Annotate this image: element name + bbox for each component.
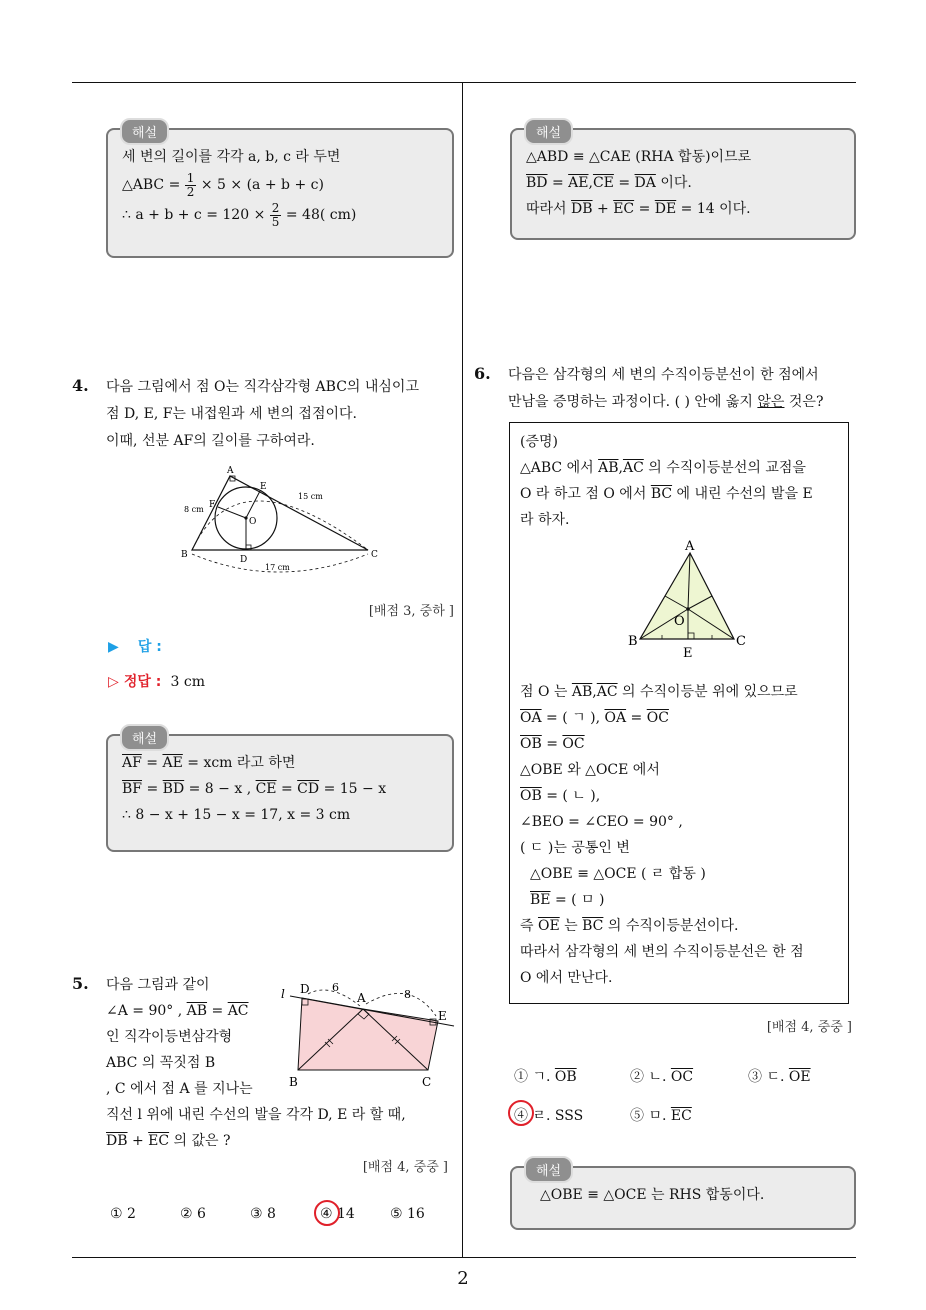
option-5[interactable]: ⑤ 16 [390, 1206, 425, 1222]
fraction: $\frac{2}{5}$ [271, 200, 280, 229]
score-label: [배점 4, 중중 ] [766, 1020, 852, 1035]
selected-answer-ring [314, 1200, 340, 1226]
score-label: [배점 4, 중중 ] [362, 1160, 448, 1175]
correct-answer-value: 3 cm [170, 674, 205, 690]
fraction: $\frac{1}{2}$ [186, 170, 195, 199]
exp-line: $\overline{BD} = \overline{AE},\overline{CE} = \overline{DA}$ 이다. [526, 175, 692, 191]
proof-line: O 라 하고 점 O 에서 $\overline{BC}$ 에 내린 수선의 발을 E [520, 486, 813, 502]
proof-line: 라 하자. [520, 512, 570, 528]
fig-label: C [736, 634, 746, 649]
fig-label: B [628, 634, 638, 649]
question-text: 점 D, E, F는 내접원과 세 변의 접점이다. [106, 406, 357, 422]
fig-label: B [289, 1075, 298, 1089]
exp-line: $\overline{AF} = \overline{AE}$ = xcm 라고 하면 [122, 755, 296, 771]
fig-label: O [249, 517, 257, 527]
fig-label: l [281, 987, 285, 1001]
proof-line: 즉 $\overline{OE}$ 는 $\overline{BC}$ 의 수직이등분선이다. [520, 918, 739, 934]
proof-line: $\overline{OB} = \overline{OC}$ [520, 736, 585, 752]
explanation-box-4 [510, 1166, 856, 1230]
fig-label: A [357, 991, 366, 1005]
option-4[interactable]: ④ ㄹ. SSS [514, 1108, 584, 1124]
question-text: 다음 그림에서 점 O는 직각삼각형 ABC의 내심이고 [106, 379, 419, 395]
question-text: 만남을 증명하는 과정이다. ( ) 안에 옳지 않은 것은? [508, 394, 824, 410]
fig-label: E [683, 646, 693, 661]
proof-line: (증명) [520, 434, 558, 450]
proof-line: △OBE ≡ △OCE ( ㄹ 합동 ) [530, 866, 706, 882]
explanation-tag: 해설 [120, 118, 169, 145]
exp-line: 따라서 $\overline{DB} + \overline{EC} = \overline{DE} = 14$ 이다. [526, 201, 751, 217]
exp-line: △ABD ≡ △CAE (RHA 합동)이므로 [526, 149, 752, 165]
figure-isosceles-right [280, 978, 458, 1092]
fig-label: C [422, 1075, 432, 1089]
fig-label: D [240, 555, 248, 565]
proof-line: 따라서 삼각형의 세 변의 수직이등분선은 한 점 [520, 944, 804, 960]
question-number: 5. [72, 974, 89, 993]
correct-answer-row [108, 671, 205, 691]
fig-label: 15 cm [298, 492, 323, 501]
proof-line: $\overline{OB}$ = ( ㄴ ), [520, 788, 601, 804]
fig-label: O [674, 614, 685, 629]
proof-line: $\overline{BE}$ = ( ㅁ ) [530, 892, 605, 908]
fig-label: F [209, 500, 216, 510]
answer-arrow-icon: ▶ [108, 639, 119, 655]
question-text: ABC 의 꼭짓점 B [106, 1055, 216, 1071]
exp-line: 세 변의 길이를 각각 a, b, c 라 두면 [122, 149, 341, 165]
figure-circumcenter [614, 539, 754, 661]
question-text: 다음은 삼각형의 세 변의 수직이등분선이 한 점에서 [508, 367, 819, 383]
answer-row [108, 636, 162, 656]
explanation-box-3 [510, 128, 856, 240]
question-text: 인 직각이등변삼각형 [106, 1029, 233, 1045]
fig-label: A [227, 466, 234, 476]
question-text: 이때, 선분 AF의 길이를 구하여라. [106, 433, 315, 449]
exp-line: ∴ a + b + c = 120 × $\frac{2}{5}$ = 48( cm) [122, 200, 357, 229]
exp-line: △ABC = $\frac{1}{2}$ × 5 × (a + b + c) [122, 170, 324, 199]
question-text: ∠A = 90° , $\overline{AB} = \overline{AC}$ [106, 1003, 249, 1019]
proof-box [509, 422, 849, 1004]
question-text: , C 에서 점 A 를 지나는 [106, 1081, 253, 1097]
fig-label: B [181, 550, 188, 560]
score-label: [배점 3, 중하 ] [368, 604, 454, 619]
figure-incircle-triangle [178, 462, 386, 574]
explanation-box-2 [106, 734, 454, 852]
explanation-tag: 해설 [524, 118, 573, 145]
fig-label: D [300, 982, 310, 996]
option-3[interactable]: ③ 8 [250, 1206, 276, 1222]
fig-label: C [371, 550, 378, 560]
column-divider [462, 82, 463, 1258]
exp-line: $\overline{BF} = \overline{BD} = 8 - x$ , $\overline{CE} = \overline{CD} = 15 - x$ [122, 781, 387, 797]
explanation-tag: 해설 [524, 1156, 573, 1183]
option-2[interactable]: ② ㄴ. $\overline{OC}$ [630, 1069, 694, 1085]
page-number: 2 [457, 1268, 469, 1289]
fig-label: 8 [404, 988, 411, 1001]
fig-label: A [685, 539, 695, 554]
proof-line: 점 O 는 $\overline{AB},\overline{AC}$ 의 수직이등분 위에 있으므로 [520, 684, 798, 700]
proof-line: ∠BEO = ∠CEO = 90° , [520, 814, 683, 830]
answer-label: 답 : [137, 639, 162, 655]
question-text: 다음 그림과 같이 [106, 977, 210, 993]
option-3[interactable]: ③ ㄷ. $\overline{OE}$ [748, 1069, 811, 1085]
fig-label: E [438, 1009, 447, 1023]
explanation-tag: 해설 [120, 724, 169, 751]
proof-line: △OBE 와 △OCE 에서 [520, 762, 660, 778]
bottom-rule [72, 1257, 856, 1258]
fig-label: E [260, 482, 267, 492]
selected-answer-ring [508, 1100, 534, 1126]
proof-line: O 에서 만난다. [520, 970, 613, 986]
fig-label: 6 [332, 981, 339, 994]
question-text: 직선 l 위에 내린 수선의 발을 각각 D, E 라 할 때, [106, 1107, 406, 1123]
correct-arrow-icon: ▷ [108, 674, 119, 690]
option-1[interactable]: ① ㄱ. $\overline{OB}$ [514, 1069, 577, 1085]
option-4[interactable]: ④ 14 [320, 1206, 355, 1222]
question-text: $\overline{DB} + \overline{EC}$ 의 값은 ? [106, 1133, 231, 1149]
option-1[interactable]: ① 2 [110, 1206, 136, 1222]
proof-line: $\overline{OA}$ = ( ㄱ ), $\overline{OA} = \overline{OC}$ [520, 710, 669, 726]
question-number: 6. [474, 364, 491, 383]
option-2[interactable]: ② 6 [180, 1206, 206, 1222]
proof-line: △ABC 에서 $\overline{AB},\overline{AC}$ 의 수직이등분선의 교점을 [520, 460, 806, 476]
option-5[interactable]: ⑤ ㅁ. $\overline{EC}$ [630, 1108, 692, 1124]
explanation-box-1 [106, 128, 454, 258]
question-number: 4. [72, 376, 89, 395]
top-rule [72, 82, 856, 83]
fig-label: 17 cm [265, 563, 290, 572]
proof-line: ( ㄷ )는 공통인 변 [520, 840, 630, 856]
exp-line: △OBE ≡ △OCE 는 RHS 합동이다. [540, 1187, 765, 1203]
fig-label: 8 cm [184, 505, 204, 514]
correct-label: 정답 : [123, 674, 162, 690]
exp-line: ∴ 8 − x + 15 − x = 17, x = 3 cm [122, 807, 351, 823]
